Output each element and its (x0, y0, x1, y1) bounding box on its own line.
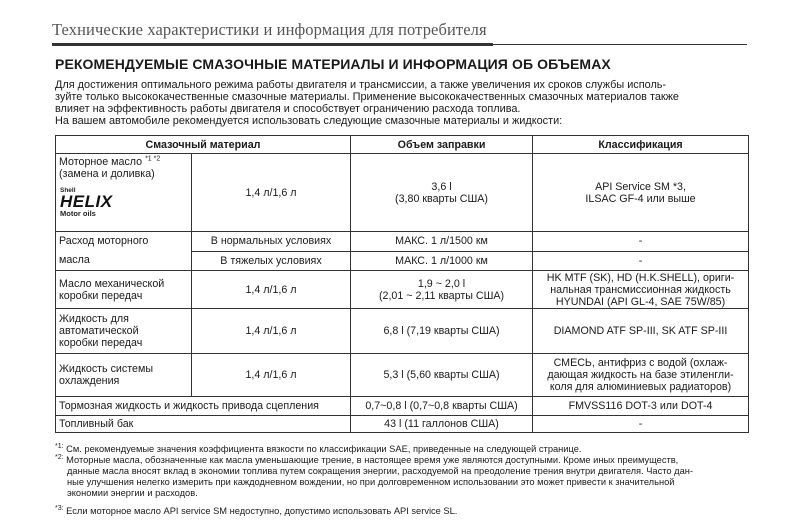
footnote-2-mark: *2: (55, 453, 64, 461)
footnote-2-line-1: Моторные масла, обозначенные как масла уменьшающие трение, в настоящее время уже являются доступными. Кроме иных преимуществ, (66, 455, 679, 465)
oil-consumption-volume-severe: МАКС. 1 л/1000 км (351, 251, 533, 271)
fuel-tank-volume: 43 l (11 галлонов США) (351, 416, 533, 433)
manual-trans-volume-quarts: (2,01 ~ 2,11 кварты США) (378, 289, 505, 302)
coolant-label-2: охлаждения (59, 375, 120, 387)
table-row-automatic-transmission (56, 309, 749, 354)
shell-helix-logo (59, 184, 149, 218)
engine-oil-sublabel: (замена и доливка) (59, 168, 155, 180)
oil-consumption-name (56, 232, 192, 271)
footnotes (55, 444, 745, 517)
footnote-2-line-2: данные масла вносят вклад в экономии топлива путем сокращения энергии, расходуемой на преодоление трения внутри двигателя. Часто дан- (67, 466, 693, 476)
logo-brand-small: Shell (60, 187, 76, 194)
table-header-row (56, 136, 749, 154)
manual-trans-classification (533, 271, 749, 309)
header-classification: Классификация (533, 136, 749, 154)
footnote-3-text: Если моторное масло API service SM недоступно, допустимо использовать API service SL. (66, 506, 458, 516)
fuel-tank-classification: - (533, 416, 749, 433)
auto-trans-classification: DIAMOND ATF SP-III, SK ATF SP-III (533, 309, 749, 354)
coolant-volume: 5,3 l (5,60 кварты США) (351, 354, 533, 397)
table-row-engine-oil (56, 154, 749, 232)
page-title: РЕКОМЕНДУЕМЫЕ СМАЗОЧНЫЕ МАТЕРИАЛЫ И ИНФОРМАЦИЯ ОБ ОБЪЕМАХ (55, 56, 611, 72)
header-volume: Объем заправки (351, 136, 533, 154)
intro-line: Для достижения оптимального режима работы двигателя и трансмиссии, а также увеличения их сроков службы исполь- (55, 79, 667, 91)
coolant-class-1: СМЕСЬ, антифриз с водой (охлаж- (553, 357, 728, 369)
logo-brand-sub: Motor oils (60, 209, 96, 218)
oil-consumption-cond-severe: В тяжелых условиях (192, 251, 351, 271)
coolant-class-3: коля для алюминиевых радиаторов) (549, 381, 732, 393)
manual-trans-label-2: коробки передач (59, 289, 143, 302)
manual-trans-class-1: HK MTF (SK), HD (H.K.SHELL), ориги- (546, 271, 735, 284)
footnote-2-line-4: экономии энергии и расходов. (67, 488, 198, 498)
manual-trans-amount: 1,4 л/1,6 л (192, 271, 351, 309)
table-row-coolant (56, 354, 749, 397)
footnote-1-text: См. рекомендуемые значения коэффициента вязкости по классификации SAE, приведенные на следующей странице. (66, 444, 582, 454)
auto-trans-name (56, 309, 192, 354)
brake-fluid-name: Тормозная жидкость и жидкость привода сцепления (56, 397, 351, 416)
oil-consumption-volume-normal: МАКС. 1 л/1500 км (351, 232, 533, 252)
intro-line: зуйте только высококачественные смазочные материалы. Применение высококачественных смазочных материалов также (55, 91, 679, 103)
header-rule (52, 43, 493, 46)
intro-paragraph (55, 79, 745, 127)
brake-fluid-volume: 0,7~0,8 l (0,7~0,8 кварты США) (351, 397, 533, 416)
oil-consumption-class-severe: - (533, 251, 749, 271)
auto-trans-label-2: автоматической (59, 325, 139, 337)
auto-trans-label-3: коробки передач (59, 337, 143, 349)
engine-oil-class-api: API Service SM *3, (595, 180, 686, 193)
auto-trans-volume: 6,8 l (7,19 кварты США) (351, 309, 533, 354)
footnote-3 (55, 506, 745, 517)
footnote-2 (55, 455, 745, 499)
engine-oil-amount: 1,4 л/1,6 л (192, 154, 351, 232)
engine-oil-volume-liters: 3,6 l (431, 180, 452, 193)
engine-oil-label: Моторное масло (59, 156, 143, 168)
header-rule-thin (493, 44, 747, 45)
oil-consumption-class-normal: - (533, 232, 749, 252)
footnote-2-line-3: ные улучшения нелегко измерить при каждодневном вождении, но при долговременном использовании это может привести к значительной (67, 477, 675, 487)
coolant-classification (533, 354, 749, 397)
table-row-fuel-tank (56, 416, 749, 433)
engine-oil-volume-quarts: (3,80 кварты США) (395, 192, 488, 205)
lubricants-table (55, 135, 749, 433)
engine-oil-class-ilsac: ILSAC GF-4 или выше (585, 192, 696, 205)
footnote-1 (55, 444, 745, 455)
manual-trans-class-2: нальная трансмиссионная жидкость (550, 283, 731, 296)
coolant-class-2: дающая жидкость на базе этиленгли- (547, 369, 734, 381)
table-row-oil-consumption-normal (56, 232, 749, 252)
coolant-amount: 1,4 л/1,6 л (192, 354, 351, 397)
footnote-3-mark: *3: (55, 504, 64, 512)
engine-oil-classification (533, 154, 749, 232)
auto-trans-amount: 1,4 л/1,6 л (192, 309, 351, 354)
brake-fluid-classification: FMVSS116 DOT-3 или DOT-4 (533, 397, 749, 416)
intro-line: На вашем автомобиле рекомендуется использовать следующие смазочные материалы и жидкости: (55, 115, 563, 127)
engine-oil-volume (351, 154, 533, 232)
running-header: Технические характеристики и информация для потребителя (52, 20, 487, 39)
intro-line: влияет на эффективность работы двигателя и способствует ограничению расхода топлива. (55, 103, 521, 115)
engine-oil-name (56, 154, 192, 232)
oil-consumption-cond-normal: В нормальных условиях (192, 232, 351, 252)
auto-trans-label: Жидкость для (59, 313, 129, 325)
table-row-brake-fluid (56, 397, 749, 416)
logo-brand-main: HELIX (60, 192, 113, 211)
manual-trans-class-3: HYUNDAI (API GL-4, SAE 75W/85) (555, 295, 726, 308)
oil-consumption-label: Расход моторного (59, 235, 149, 247)
manual-trans-volume (351, 271, 533, 309)
table-row-manual-transmission (56, 271, 749, 309)
coolant-name (56, 354, 192, 397)
manual-trans-label: Масло механической (59, 277, 165, 290)
manual-trans-volume-liters: 1,9 ~ 2,0 l (417, 277, 466, 290)
engine-oil-footnote-marks: *1 *2 (145, 155, 161, 163)
footnote-1-mark: *1: (55, 442, 64, 450)
coolant-label: Жидкость системы (59, 363, 153, 375)
header-material: Смазочный материал (56, 136, 351, 154)
fuel-tank-name: Топливный бак (56, 416, 351, 433)
manual-trans-name (56, 271, 192, 309)
oil-consumption-label-2: масла (59, 254, 90, 266)
